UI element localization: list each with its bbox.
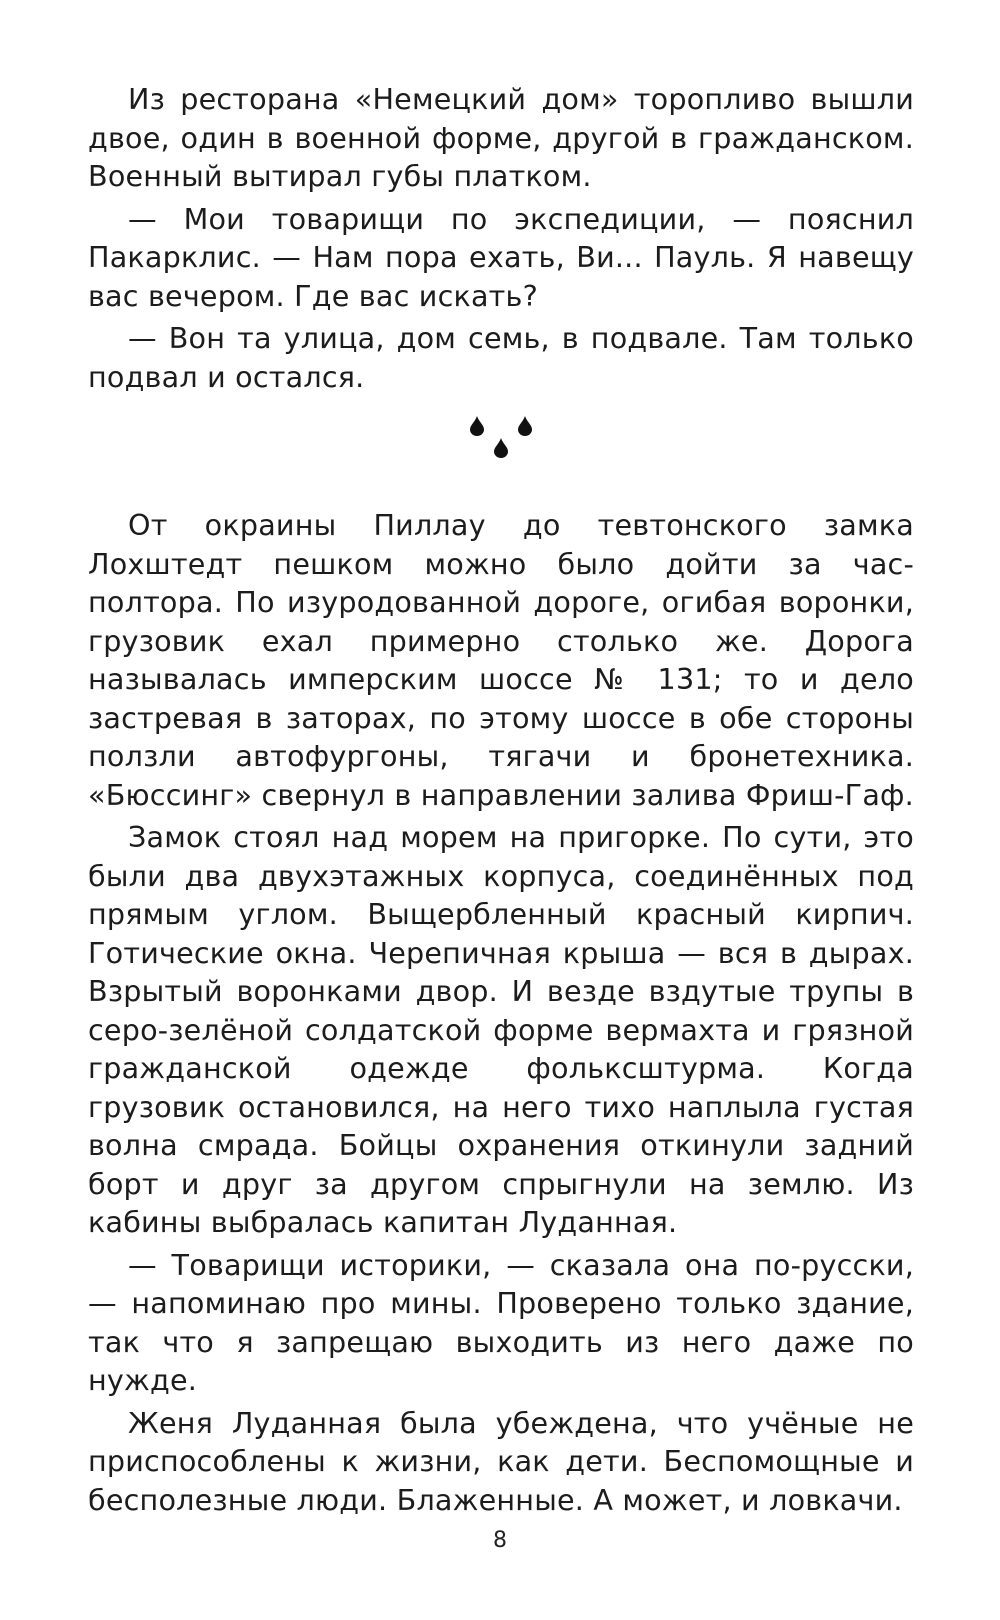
paragraph: От окраины Пиллау до тевтонского замка Лохштедт пешком можно было дойти за час-полтора. По изуродованной дороге, огибая воронки, грузовик ехал примерно столько же. Дорога называлась имперским шоссе № 131; то и дело застревая в заторах, по этому шоссе в обе стороны ползли автофургоны, тягачи и бронетехника. «Бюссинг» свернул в направлении залива Фриш-Гаф.: [88, 508, 914, 812]
paragraph: Женя Луданная была убеждена, что учёные не приспособлены к жизни, как дети. Беспомощные и бесполезные люди. Блаженные. А может, и ловкачи.: [88, 1405, 914, 1517]
paragraph: Из ресторана «Немецкий дом» торопливо вышли двое, один в военной форме, другой в гражданском. Военный вытирал губы платком.: [88, 82, 914, 193]
paragraph: Замок стоял над морем на пригорке. По сути, это были два двухэтажных корпуса, соединённых под прямым углом. Выщербленный красный кирпич. Готические окна. Черепичная крыша — вся в дырах. Взрытый воронками двор. И везде вздутые трупы в серо-зелёной солдатской форме вермахта и грязной гражданской одежде фольксштурма. Когда грузовик остановился, на него тихо наплыла густая волна смрада. Бойцы охранения откинули задний борт и друг за другом спрыгнули на землю. Из кабины выбралась капитан Луданная.: [88, 820, 914, 1239]
paragraph: — Товарищи историки, — сказала она по-русски, — напоминаю про мины. Проверено только здание, так что я запрещаю выходить из него даже по нужде.: [88, 1247, 914, 1397]
drop-icon: [494, 438, 508, 458]
paragraph: — Вон та улица, дом семь, в подвале. Там только подвал и остался.: [88, 321, 914, 394]
drop-icon: [518, 416, 532, 436]
section-separator: [88, 416, 914, 488]
drop-icon: [470, 416, 484, 436]
paragraph: — Мои товарищи по экспедиции, — пояснил Пакарклис. — Нам пора ехать, Ви... Пауль. Я навещу вас вечером. Где вас искать?: [88, 201, 914, 313]
page-body: [88, 80, 914, 1519]
page-number: 8: [493, 1528, 507, 1553]
